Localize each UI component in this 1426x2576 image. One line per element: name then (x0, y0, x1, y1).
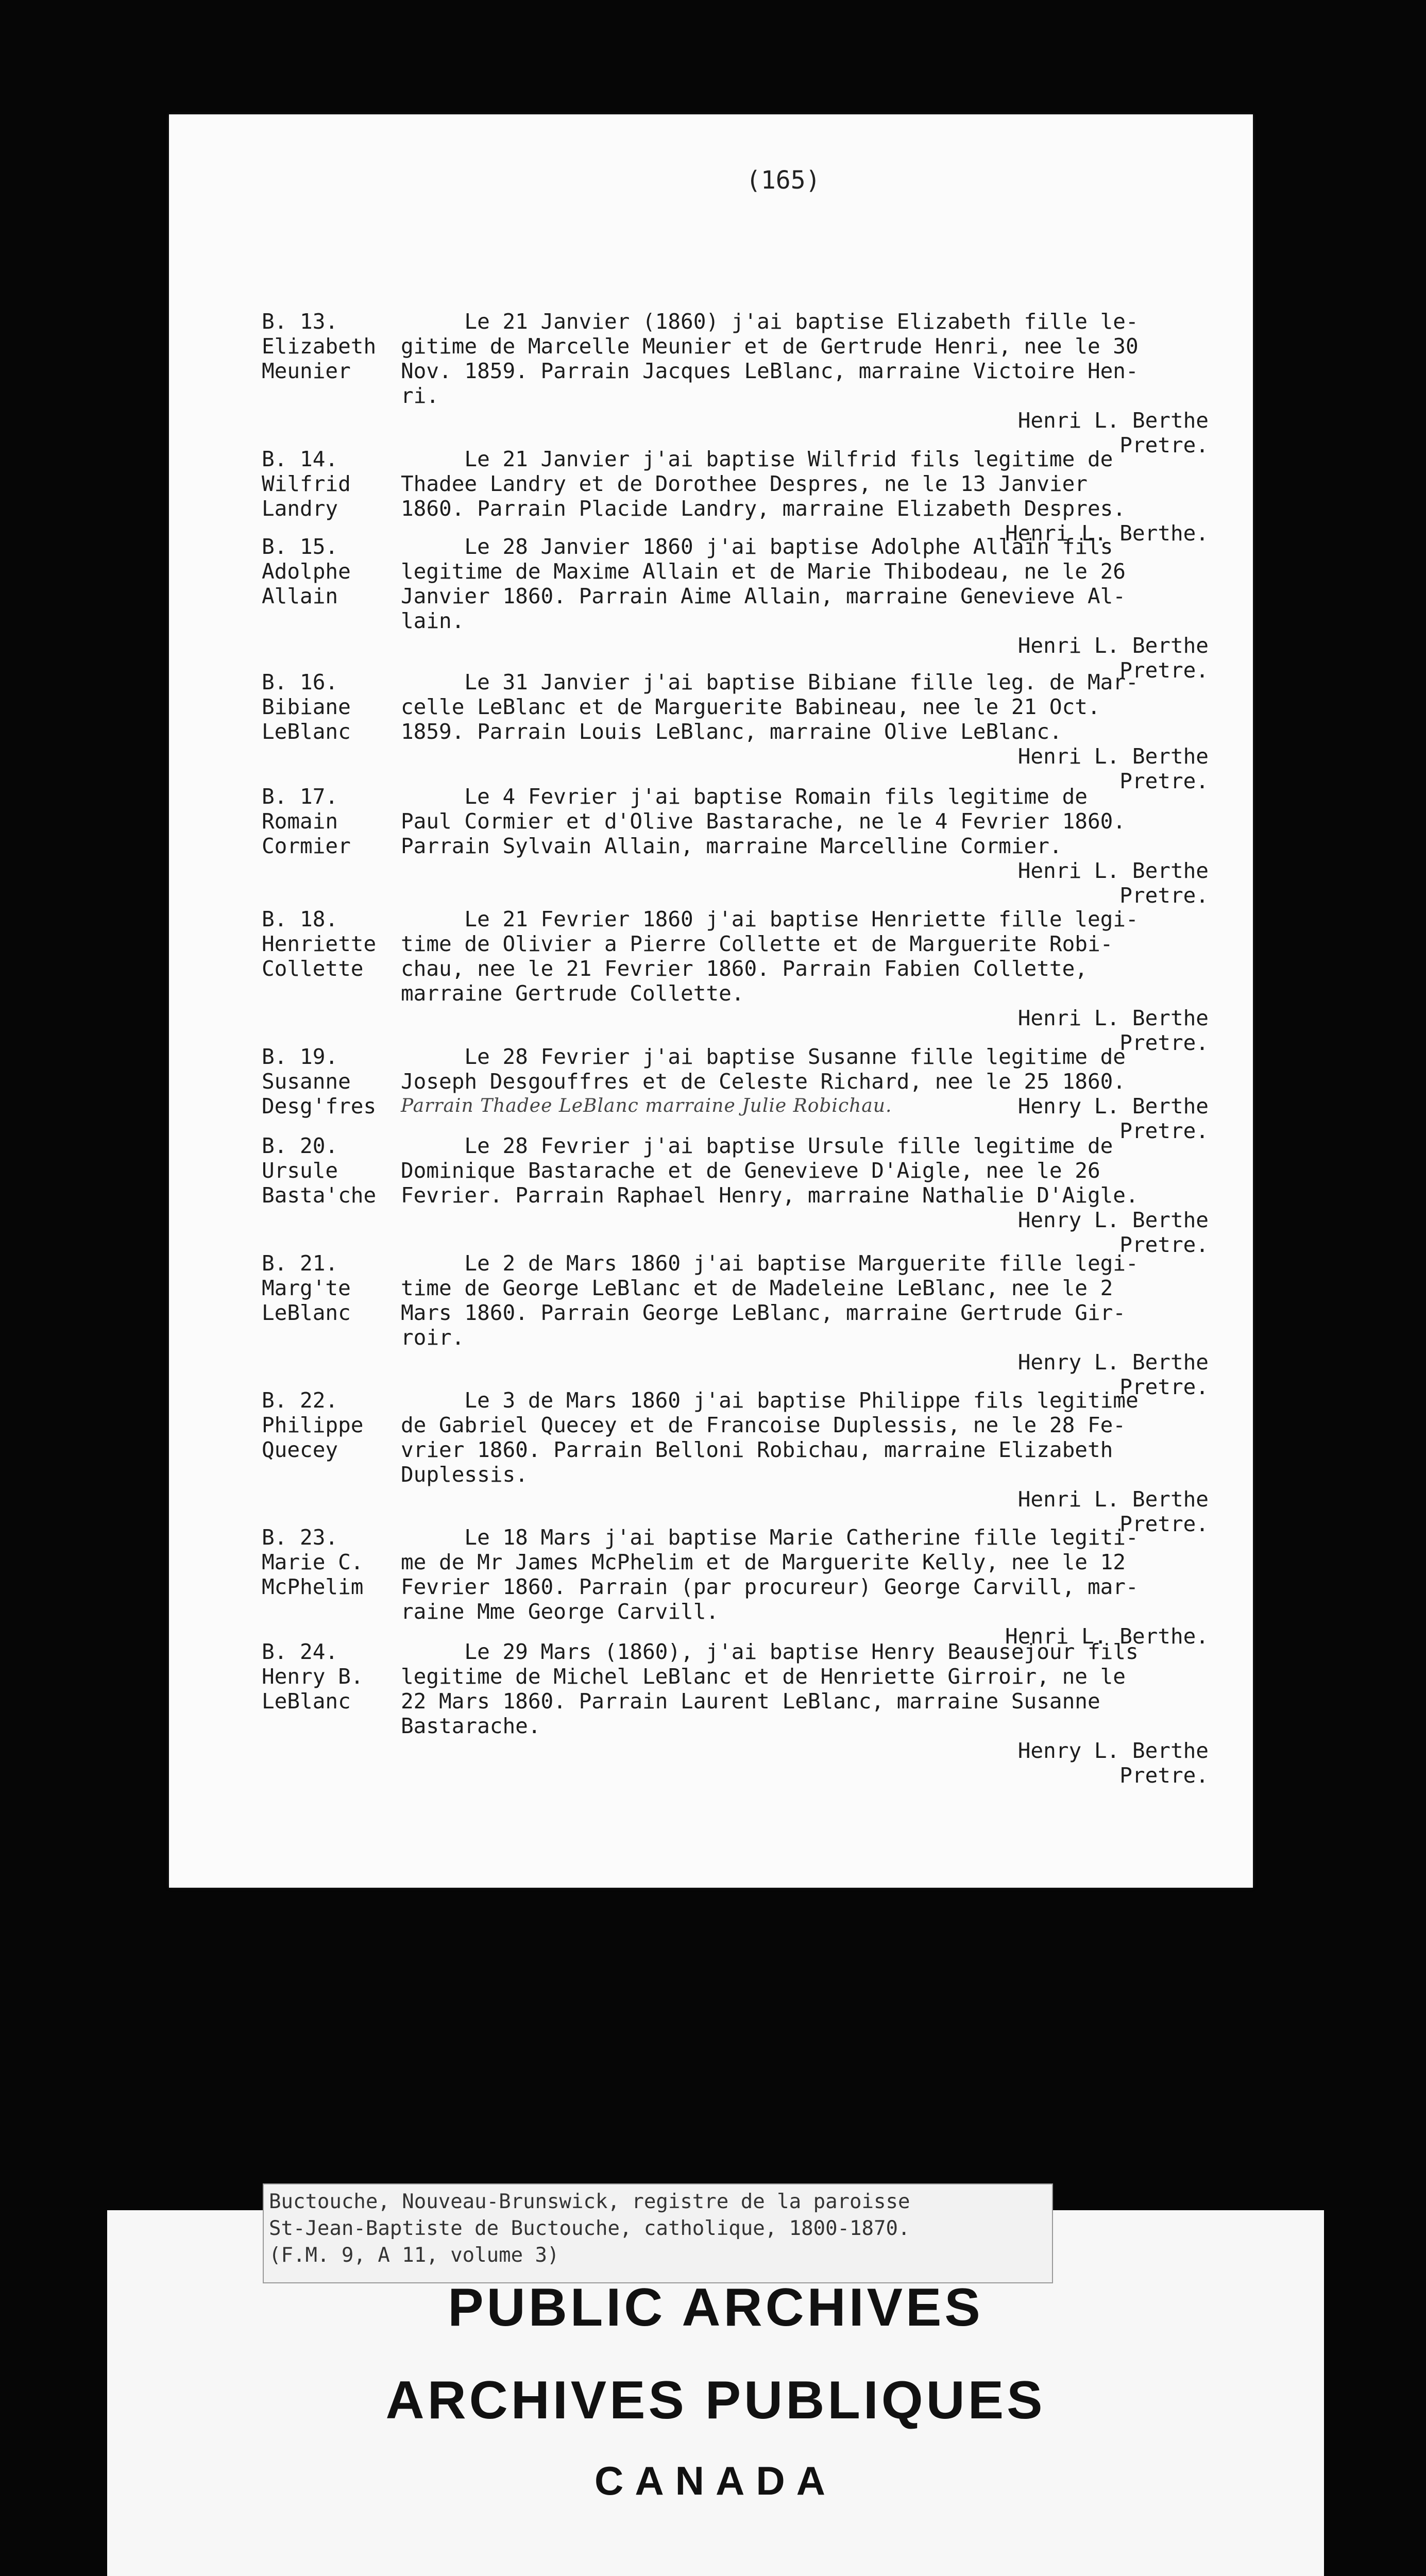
entry-margin-note: B. 24. Henry B. LeBlanc (262, 1639, 364, 1714)
entry-text: Le 21 Janvier j'ai baptise Wilfrid fils legitime de Thadee Landry et de Dorothee Despres, ne le 13 Janvier 1860. Parrain Placide Landry, marraine Elizabeth Despres. (401, 447, 1126, 521)
entry-margin-note: B. 19. Susanne Desg'fres (262, 1044, 377, 1118)
entry-text: Le 29 Mars (1860), j'ai baptise Henry Beausejour fils legitime de Michel LeBlanc et de Henriette Girroir, ne le 22 Mars 1860. Parrain Laurent LeBlanc, marraine Susanne Bastarache. (401, 1639, 1139, 1738)
register-page (169, 114, 1253, 1888)
priest-signature: Henri L. Berthe Pretre. (1017, 633, 1209, 683)
entry-text: Le 31 Janvier j'ai baptise Bibiane fille leg. de Mar- celle LeBlanc et de Marguerite Babineau, nee le 21 Oct. 1859. Parrain Louis LeBlanc, marraine Olive LeBlanc. (401, 670, 1139, 744)
entry-text: Le 4 Fevrier j'ai baptise Romain fils legitime de Paul Cormier et d'Olive Bastarache, ne le 4 Fevrier 1860. Parrain Sylvain Allain, marraine Marcelline Cormier. (401, 784, 1126, 858)
source-label (263, 2183, 1053, 2283)
handwritten-note: Parrain Thadee LeBlanc marraine Julie Robichau. (401, 1095, 892, 1116)
priest-signature: Henri L. Berthe Pretre. (1017, 408, 1209, 457)
priest-signature: Henry L. Berthe Pretre. (1017, 1738, 1209, 1788)
priest-signature: Henry L. Berthe Pretre. (1017, 1094, 1209, 1143)
priest-signature: Henri L. Berthe Pretre. (1017, 744, 1209, 793)
entry-margin-note: B. 13. Elizabeth Meunier (262, 309, 377, 383)
archives-country: CANADA (595, 2458, 837, 2503)
priest-signature: Henry L. Berthe Pretre. (1017, 1350, 1209, 1399)
priest-signature: Henri L. Berthe. (1005, 521, 1209, 546)
archives-title-english: PUBLIC ARCHIVES (448, 2278, 983, 2337)
priest-signature: Henri L. Berthe Pretre. (1017, 1487, 1209, 1536)
entry-text: Le 28 Fevrier j'ai baptise Susanne fille legitime de Joseph Desgouffres et de Celeste Richard, nee le 25 1860. (401, 1044, 1126, 1094)
source-label-text: Buctouche, Nouveau-Brunswick, registre de la paroisse St-Jean-Baptiste de Buctouche, catholique, 1800-1870. (F.M. 9, A 11, volume 3) (269, 2190, 910, 2267)
page-number: (165) (746, 166, 821, 195)
priest-signature: Henri L. Berthe. (1005, 1624, 1209, 1649)
archives-title-french: ARCHIVES PUBLIQUES (385, 2370, 1046, 2430)
entry-margin-note: B. 14. Wilfrid Landry (262, 447, 351, 521)
entry-text: Le 2 de Mars 1860 j'ai baptise Marguerite fille legi- time de George LeBlanc et de Madeleine LeBlanc, nee le 2 Mars 1860. Parrain George LeBlanc, marraine Gertrude Gir- roir. (401, 1251, 1139, 1350)
entry-text: Le 21 Janvier (1860) j'ai baptise Elizabeth fille le- gitime de Marcelle Meunier et de Gertrude Henri, nee le 30 Nov. 1859. Parrain Jacques LeBlanc, marraine Victoire Hen- ri. (401, 309, 1139, 408)
priest-signature: Henry L. Berthe Pretre. (1017, 1208, 1209, 1257)
entry-margin-note: B. 15. Adolphe Allain (262, 534, 351, 608)
priest-signature: Henri L. Berthe Pretre. (1017, 1006, 1209, 1055)
entry-margin-note: B. 22. Philippe Quecey (262, 1388, 364, 1462)
entry-margin-note: B. 20. Ursule Basta'che (262, 1133, 377, 1208)
entry-text: Le 3 de Mars 1860 j'ai baptise Philippe fils legitime de Gabriel Quecey et de Francoise Duplessis, ne le 28 Fe- vrier 1860. Parrain Belloni Robichau, marraine Elizabeth Duplessis. (401, 1388, 1139, 1487)
entry-margin-note: B. 23. Marie C. McPhelim (262, 1525, 364, 1599)
entry-text: Le 18 Mars j'ai baptise Marie Catherine fille legiti- me de Mr James McPhelim et de Marguerite Kelly, nee le 12 Fevrier 1860. Parrain (par procureur) George Carvill, mar- raine Mme George Carvill. (401, 1525, 1139, 1624)
entry-margin-note: B. 16. Bibiane LeBlanc (262, 670, 351, 744)
entry-text: Le 28 Fevrier j'ai baptise Ursule fille legitime de Dominique Bastarache et de Genevieve D'Aigle, nee le 26 Fevrier. Parrain Raphael Henry, marraine Nathalie D'Aigle. (401, 1133, 1139, 1208)
entry-margin-note: B. 17. Romain Cormier (262, 784, 351, 858)
entry-text: Le 21 Fevrier 1860 j'ai baptise Henriette fille legi- time de Olivier a Pierre Collette et de Marguerite Robi- chau, nee le 21 Fevrier 1860. Parrain Fabien Collette, marraine Gertrude Collette. (401, 907, 1139, 1006)
entry-text: Le 28 Janvier 1860 j'ai baptise Adolphe Allain fils legitime de Maxime Allain et de Marie Thibodeau, ne le 26 Janvier 1860. Parrain Aime Allain, marraine Genevieve Al- lain. (401, 534, 1126, 633)
entry-margin-note: B. 18. Henriette Collette (262, 907, 377, 981)
priest-signature: Henri L. Berthe Pretre. (1017, 858, 1209, 908)
entry-margin-note: B. 21. Marg'te LeBlanc (262, 1251, 351, 1325)
